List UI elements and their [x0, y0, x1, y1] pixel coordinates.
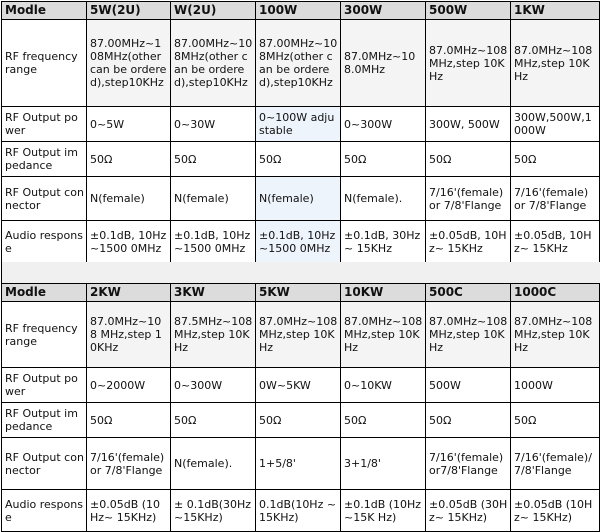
table-cell: 87.0MHz~108 MHz,step 10KHz	[426, 20, 511, 107]
header-cell: 10KW	[341, 284, 426, 302]
table-cell: 0~300W	[171, 368, 256, 403]
table-cell: 87.00MHz~108MHz(other can be ordered),step10KHz	[171, 20, 256, 107]
table-cell: 87.0MHz~108 MHz,step 10KHz	[511, 20, 600, 107]
header-cell: 100W	[256, 2, 341, 20]
table-row	[2, 142, 600, 177]
table-cell: 7/16'(female)or7/8'Flange	[426, 438, 511, 490]
table-header-row	[2, 2, 600, 20]
row-label: RF Output impedance	[2, 403, 87, 438]
table-cell: 300W,500W,1000W	[511, 107, 600, 142]
header-cell: W(2U)	[171, 2, 256, 20]
table-row	[2, 490, 600, 532]
table-cell: 0.1dB(10Hz ~15KHz)	[256, 490, 341, 532]
header-cell: 3KW	[171, 284, 256, 302]
table-row	[2, 221, 600, 263]
table-row	[2, 107, 600, 142]
table-row	[2, 302, 600, 368]
row-label: Audio response	[2, 221, 87, 263]
table-cell: 500W	[426, 368, 511, 403]
table-cell: ±0.1dB, 10Hz~1500 0MHz	[87, 221, 171, 263]
table-cell: 1000W	[511, 368, 600, 403]
table-cell: 0~5W	[87, 107, 171, 142]
table-cell: 300W, 500W	[426, 107, 511, 142]
table-cell: 1+5/8'	[256, 438, 341, 490]
table-cell: 50Ω	[87, 403, 171, 438]
table-cell: N(female).	[341, 177, 426, 221]
row-label: RF frequency range	[2, 302, 87, 368]
header-cell: 2KW	[87, 284, 171, 302]
table-cell: 50Ω	[87, 142, 171, 177]
table-cell: 87.0MHz~108 MHz,step 10KHz	[426, 302, 511, 368]
spec-table-1	[1, 1, 600, 263]
table-cell: 0~300W	[341, 107, 426, 142]
table-row	[2, 368, 600, 403]
table-cell: 50Ω	[256, 142, 341, 177]
table-cell: 50Ω	[426, 142, 511, 177]
table-cell: ±0.05dB, 10Hz~ 15KHz	[426, 221, 511, 263]
header-cell: 300W	[341, 2, 426, 20]
table-cell: 87.00MHz~108MHz(other can be ordered),step10KHz	[256, 20, 341, 107]
table-cell: 7/16'(female) or 7/8'Flange	[511, 177, 600, 221]
spec-table-2	[1, 283, 600, 532]
header-cell: 500C	[426, 284, 511, 302]
table-cell: ±0.05dB (10Hz~ 15KHz)	[87, 490, 171, 532]
row-label: RF Output connector	[2, 438, 87, 490]
table-cell: 0~2000W	[87, 368, 171, 403]
row-label: RF Output connector	[2, 177, 87, 221]
table-cell: ±0.05dB, 10Hz~ 15KHz	[511, 221, 600, 263]
table-cell: 0~100W adjustable	[256, 107, 341, 142]
table-cell: 50Ω	[171, 403, 256, 438]
table-cell: 87.0MHz~108 MHz,step 10KHz	[256, 302, 341, 368]
header-cell: 1000C	[511, 284, 600, 302]
table-cell: N(female)	[256, 177, 341, 221]
table-cell: 50Ω	[426, 403, 511, 438]
table-cell: 7/16'(female)/7/8'Flange	[511, 438, 600, 490]
row-label: RF Output impedance	[2, 142, 87, 177]
table-row	[2, 177, 600, 221]
table-cell: ±0.05dB (10Hz~ 15KHz)	[511, 490, 600, 532]
table-cell: 87.5MHz~108 MHz,step 10KHz	[171, 302, 256, 368]
table-cell: 50Ω	[171, 142, 256, 177]
header-cell: 5W(2U)	[87, 2, 171, 20]
header-cell: 5KW	[256, 284, 341, 302]
header-cell: Modle	[2, 2, 87, 20]
header-cell: Modle	[2, 284, 87, 302]
row-label: RF Output power	[2, 368, 87, 403]
table-cell: 50Ω	[341, 142, 426, 177]
table-cell: N(female)	[87, 177, 171, 221]
table-cell: ±0.05dB (30Hz~ 15KHz)	[426, 490, 511, 532]
table-cell: ±0.1dB, 10Hz~1500 0MHz	[256, 221, 341, 263]
table-cell: 87.0MHz~108 MHz,step 10KHz	[87, 302, 171, 368]
table-cell: N(female)	[171, 177, 256, 221]
table-cell: 0W~5KW	[256, 368, 341, 403]
table-cell: 87.0MHz~108 MHz,step 10KHz	[511, 302, 600, 368]
table-cell: ±0.1dB, 30Hz~ 15KHz	[341, 221, 426, 263]
row-label: Audio response	[2, 490, 87, 532]
table-row	[2, 438, 600, 490]
header-cell: 1KW	[511, 2, 600, 20]
table-cell: 50Ω	[256, 403, 341, 438]
table-cell: 50Ω	[341, 403, 426, 438]
table-cell: 50Ω	[511, 142, 600, 177]
table-separator	[1, 262, 600, 283]
table-cell: 87.0MHz~108 MHz,step 10KHz	[341, 302, 426, 368]
row-label: RF frequency range	[2, 20, 87, 107]
table-cell: 50Ω	[511, 403, 600, 438]
table-row	[2, 20, 600, 107]
table-cell: 3+1/8'	[341, 438, 426, 490]
table-cell: ±0.1dB, 10Hz~1500 0MHz	[171, 221, 256, 263]
table-cell: ± 0.1dB(30Hz ~15KHz)	[171, 490, 256, 532]
table-header-row	[2, 284, 600, 302]
row-label: RF Output power	[2, 107, 87, 142]
header-cell: 500W	[426, 2, 511, 20]
table-cell: 7/16'(female) or 7/8'Flange	[87, 438, 171, 490]
table-cell: 87.00MHz~108MHz(other can be ordered),step10KHz	[87, 20, 171, 107]
table-cell: ±0.1dB (10Hz~15K Hz)	[341, 490, 426, 532]
table-cell: N(female).	[171, 438, 256, 490]
table-cell: 0~30W	[171, 107, 256, 142]
table-row	[2, 403, 600, 438]
table-cell: 0~10KW	[341, 368, 426, 403]
table-cell: 7/16'(female) or 7/8'Flange	[426, 177, 511, 221]
table-cell: 87.0MHz~108.0MHz	[341, 20, 426, 107]
